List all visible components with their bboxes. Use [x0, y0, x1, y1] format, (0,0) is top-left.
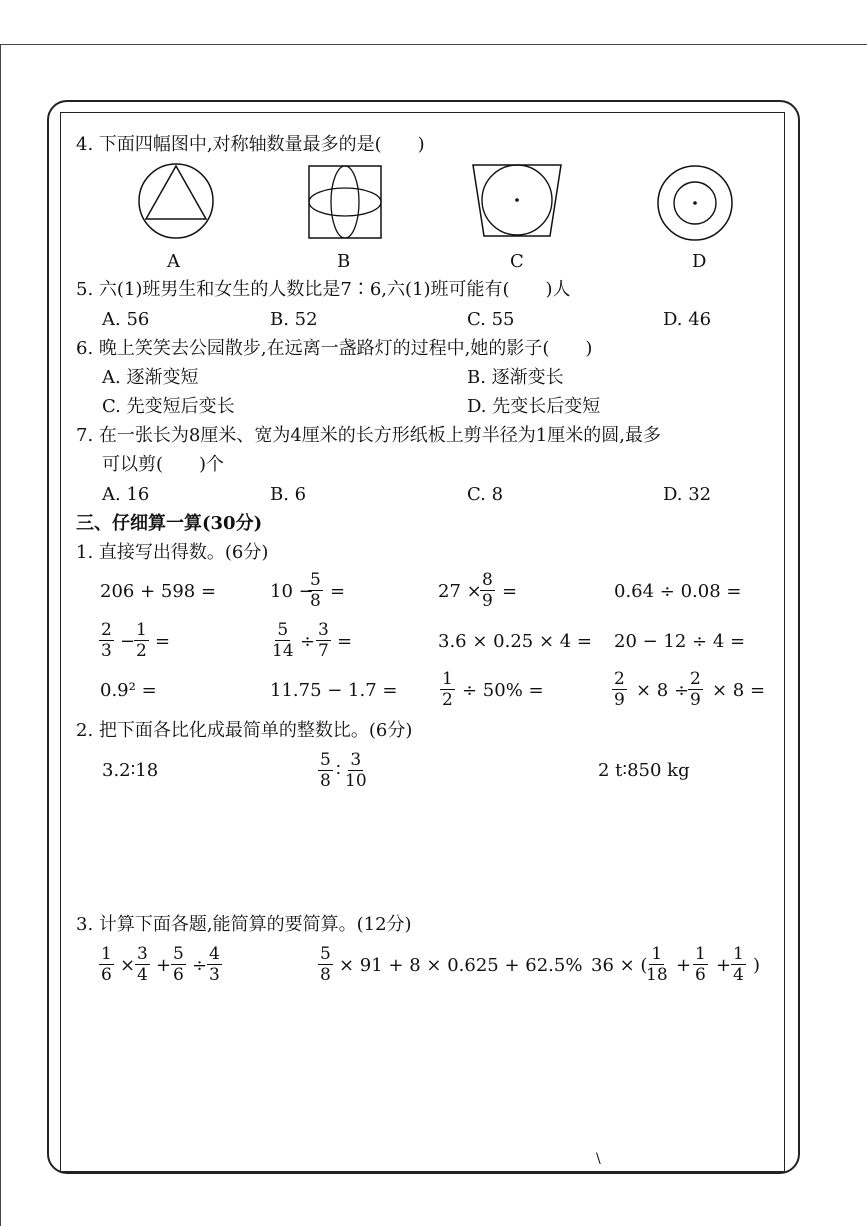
fraction-numerator: 2: [614, 669, 625, 689]
q4-stem: 4. 下面四幅图中,对称轴数量最多的是( ): [76, 134, 425, 155]
q6-stem: 6. 晚上笑笑去公园散步,在远离一盏路灯的过程中,她的影子( ): [76, 338, 593, 359]
q7-stem-line2: 可以剪( )个: [102, 454, 225, 475]
calc1-r1-c-fraction: [480, 570, 495, 611]
q5-option-d: D. 46: [663, 309, 712, 330]
calc1-r2-a-op: −: [120, 631, 136, 652]
calc1-r1-d: 0.64 ÷ 0.08 =: [614, 581, 742, 602]
fraction-denominator: 8: [310, 591, 321, 611]
page-top-edge: [0, 44, 867, 45]
stray-mark: \: [596, 1151, 601, 1167]
figure-b-square-ellipses: [305, 162, 385, 242]
q7-stem-line1: 7. 在一张长为8厘米、宽为4厘米的长方形纸板上剪半径为1厘米的圆,最多: [76, 425, 661, 446]
fraction-denominator: 9: [482, 591, 493, 611]
calc3-c-post: ): [753, 955, 761, 976]
calc3-a-fraction-4: [207, 944, 222, 985]
calc1-r1-c-post: =: [502, 581, 518, 602]
fraction-denominator: 7: [318, 641, 329, 661]
calc3-heading: 3. 计算下面各题,能简算的要简算。(12分): [76, 914, 412, 935]
fraction-denominator: 3: [209, 965, 220, 985]
fraction-numerator: 3: [350, 750, 362, 770]
page-left-edge: [0, 44, 1, 1226]
fraction-denominator: 8: [320, 771, 331, 791]
calc1-r3-d-fraction-1: [612, 669, 627, 710]
calc3-c-pre: 36 × (: [591, 955, 648, 976]
q7-option-c: C. 8: [467, 484, 504, 505]
calc2-b-fraction-2: [343, 750, 369, 791]
fraction-denominator: 8: [320, 965, 331, 985]
q6-option-c: C. 先变短后变长: [102, 396, 235, 417]
fraction-denominator: 6: [695, 965, 706, 985]
calc1-r3-a: 0.9² =: [100, 680, 157, 701]
calc3-c-fraction-1: [644, 944, 670, 985]
calc3-a-fraction-1: [99, 944, 114, 985]
calc1-r2-a-fraction-2: [134, 620, 149, 661]
fraction-numerator: 1: [651, 944, 663, 964]
calc3-b-fraction: [318, 944, 333, 985]
calc3-a-op2: +: [156, 955, 172, 976]
calc1-r2-c: 3.6 × 0.25 × 4 =: [438, 631, 593, 652]
q5-stem: 5. 六(1)班男生和女生的人数比是7∶6,六(1)班可能有( )人: [76, 279, 571, 300]
section3-heading: 三、仔细算一算(30分): [76, 513, 263, 534]
calc1-r1-b-post: =: [330, 581, 346, 602]
figure-b-label: B: [337, 251, 351, 272]
calc1-r3-b: 11.75 − 1.7 =: [270, 680, 398, 701]
calc1-r3-c-post: ÷ 50% =: [462, 680, 544, 701]
calc1-r1-b-pre: 10 −: [270, 581, 314, 602]
calc3-c-fraction-3: [731, 944, 746, 985]
fraction-numerator: 3: [318, 620, 329, 640]
calc1-r3-c-fraction: [440, 669, 455, 710]
calc3-a-op3: ÷: [192, 955, 208, 976]
fraction-denominator: 2: [442, 690, 453, 710]
fraction-denominator: 10: [345, 771, 367, 791]
fraction-denominator: 6: [173, 965, 184, 985]
fraction-numerator: 5: [310, 570, 321, 590]
figure-a-circle-triangle: [135, 160, 217, 242]
calc3-a-fraction-2: [135, 944, 150, 985]
calc1-r1-b-fraction: [308, 570, 323, 611]
calc1-r3-d-mid: × 8 ÷: [636, 680, 690, 701]
fraction-numerator: 2: [101, 620, 112, 640]
calc2-b-sep: ∶: [336, 760, 341, 781]
fraction-denominator: 14: [272, 641, 294, 661]
fraction-numerator: 4: [209, 944, 220, 964]
fraction-numerator: 1: [136, 620, 147, 640]
q7-option-d: D. 32: [663, 484, 712, 505]
q5-option-c: C. 55: [467, 309, 515, 330]
fraction-numerator: 5: [173, 944, 184, 964]
calc3-c-fraction-2: [693, 944, 708, 985]
calc1-r3-d-post: × 8 =: [712, 680, 766, 701]
fraction-numerator: 1: [442, 669, 453, 689]
fraction-denominator: 6: [101, 965, 112, 985]
calc2-a: 3.2∶18: [102, 760, 159, 781]
calc1-r1-c-pre: 27 ×: [438, 581, 482, 602]
calc1-r2-b-fraction-1: [270, 620, 296, 661]
calc1-r1-a: 206 + 598 =: [100, 581, 217, 602]
calc3-c-op1: +: [676, 955, 692, 976]
figure-d-concentric-circles: [655, 163, 735, 243]
calc1-r2-b-post: =: [337, 631, 353, 652]
fraction-numerator: 1: [733, 944, 744, 964]
calc1-heading: 1. 直接写出得数。(6分): [76, 542, 269, 563]
q6-option-a: A. 逐渐变短: [102, 367, 199, 388]
fraction-numerator: 1: [695, 944, 706, 964]
calc2-heading: 2. 把下面各比化成最简单的整数比。(6分): [76, 720, 413, 741]
figure-d-label: D: [692, 251, 707, 272]
fraction-denominator: 4: [733, 965, 744, 985]
q6-option-b: B. 逐渐变长: [467, 367, 564, 388]
calc1-r2-a-fraction-1: [99, 620, 114, 661]
calc1-r2-d: 20 − 12 ÷ 4 =: [614, 631, 746, 652]
calc1-r2-b-op: ÷: [300, 631, 316, 652]
calc3-a-fraction-3: [171, 944, 186, 985]
calc3-b-rest: × 91 + 8 × 0.625 + 62.5%: [339, 955, 583, 976]
figure-c-trapezoid-circle: [470, 162, 564, 240]
fraction-denominator: 2: [136, 641, 147, 661]
fraction-numerator: 3: [137, 944, 148, 964]
fraction-numerator: 5: [277, 620, 289, 640]
fraction-numerator: 5: [320, 944, 331, 964]
q5-option-b: B. 52: [270, 309, 318, 330]
calc2-b-fraction-1: [318, 750, 333, 791]
q7-option-a: A. 16: [102, 484, 150, 505]
q7-option-b: B. 6: [270, 484, 307, 505]
fraction-denominator: 9: [614, 690, 625, 710]
calc3-c-op2: +: [716, 955, 732, 976]
calc1-r2-b-fraction-2: [316, 620, 331, 661]
figure-a-label: A: [167, 251, 180, 272]
fraction-denominator: 18: [646, 965, 668, 985]
fraction-numerator: 1: [101, 944, 112, 964]
figure-c-label: C: [510, 251, 524, 272]
fraction-numerator: 5: [320, 750, 331, 770]
fraction-denominator: 4: [137, 965, 148, 985]
fraction-numerator: 8: [482, 570, 493, 590]
calc2-c: 2 t∶850 kg: [598, 760, 690, 781]
calc3-a-op1: ×: [120, 955, 136, 976]
q5-option-a: A. 56: [102, 309, 150, 330]
calc1-r3-d-fraction-2: [688, 669, 703, 710]
fraction-numerator: 2: [690, 669, 701, 689]
fraction-denominator: 3: [101, 641, 112, 661]
calc1-r2-a-post: =: [155, 631, 171, 652]
fraction-denominator: 9: [690, 690, 701, 710]
q6-option-d: D. 先变长后变短: [467, 396, 601, 417]
